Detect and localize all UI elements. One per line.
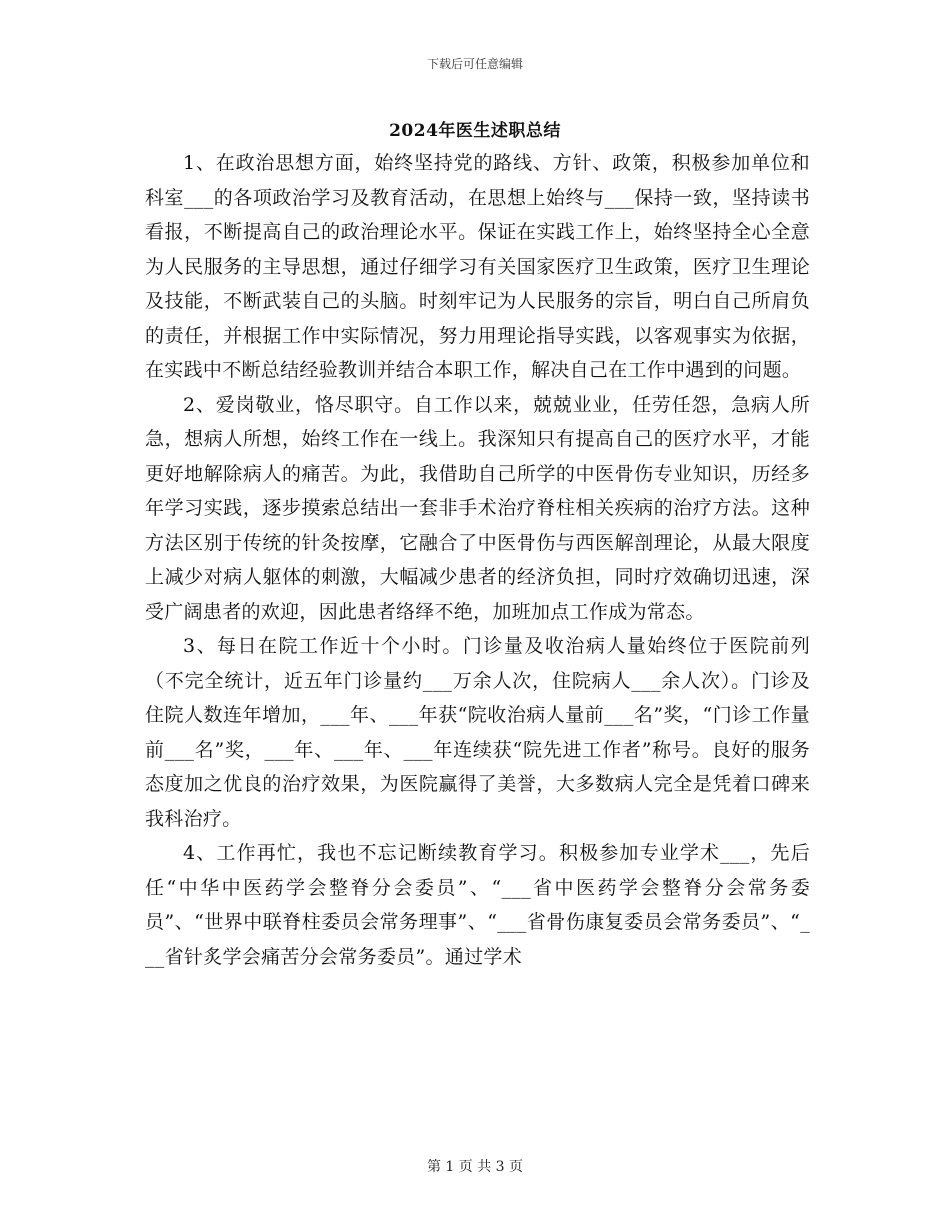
paragraph-1: 1、在政治思想方面，始终坚持党的路线、方针、政策，积极参加单位和科室___的各项政治学习及教育活动，在思想上始终与___保持一致，坚持读书看报，不断提高自己的政治理论水平。保证在实践工作上，始终坚持全心全意为人民服务的主导思想，通过仔细学习有关国家医疗卫生政策，医疗卫生理论及技能，不断武装自己的头脑。时刻牢记为人民服务的宗旨，明白自己所肩负的责任，并根据工作中实际情况，努力用理论指导实践，以客观事实为依据，在实践中不断总结经验教训并结合本职工作，解决自己在工作中遇到的问题。 <box>145 152 810 381</box>
document-body <box>145 146 810 974</box>
document-title: 2024年医生述职总结 <box>389 121 561 141</box>
paragraph-2: 2、爱岗敬业，恪尽职守。自工作以来，兢兢业业，任劳任怨，急病人所急，想病人所想，始终工作在一线上。我深知只有提高自己的医疗水平，才能更好地解除病人的痛苦。为此，我借助自己所学的中医骨伤专业知识，历经多年学习实践，逐步摸索总结出一套非手术治疗脊柱相关疾病的治疗方法。这种方法区别于传统的针灸按摩，它融合了中医骨伤与西医解剖理论，从最大限度上减少对病人躯体的刺激，大幅减少患者的经济负担，同时疗效确切迅速，深受广阔患者的欢迎，因此患者络绎不绝，加班加点工作成为常态。 <box>145 393 810 623</box>
header-note: 下载后可任意编辑 <box>426 57 523 71</box>
page-number: 第 1 页 共 3 页 <box>426 1159 524 1175</box>
paragraph-3: 3、每日在院工作近十个小时。门诊量及收治病人量始终位于医院前列（不完全统计，近五年门诊量约___万余人次，住院病人___余人次）。门诊及住院人数连年增加，___年、___年获“院收治病人量前___名”奖，“门诊工作量前___名”奖，___年、___年、___年连续获“院先进工作者”称号。良好的服务态度加之优良的治疗效果，为医院赢得了美誉，大多数病人完全是凭着口碑来我科治疗。 <box>145 635 810 830</box>
paragraph-4: 4、工作再忙，我也不忘记断续教育学习。积极参加专业学术___，先后任“中华中医药学会整脊分会委员”、“___省中医药学会整脊分会常务委员”、“世界中联脊柱委员会常务理事”、“___省骨伤康复委员会常务委员”、“___省针炙学会痛苦分会常务委员”。通过学术 <box>145 842 810 968</box>
